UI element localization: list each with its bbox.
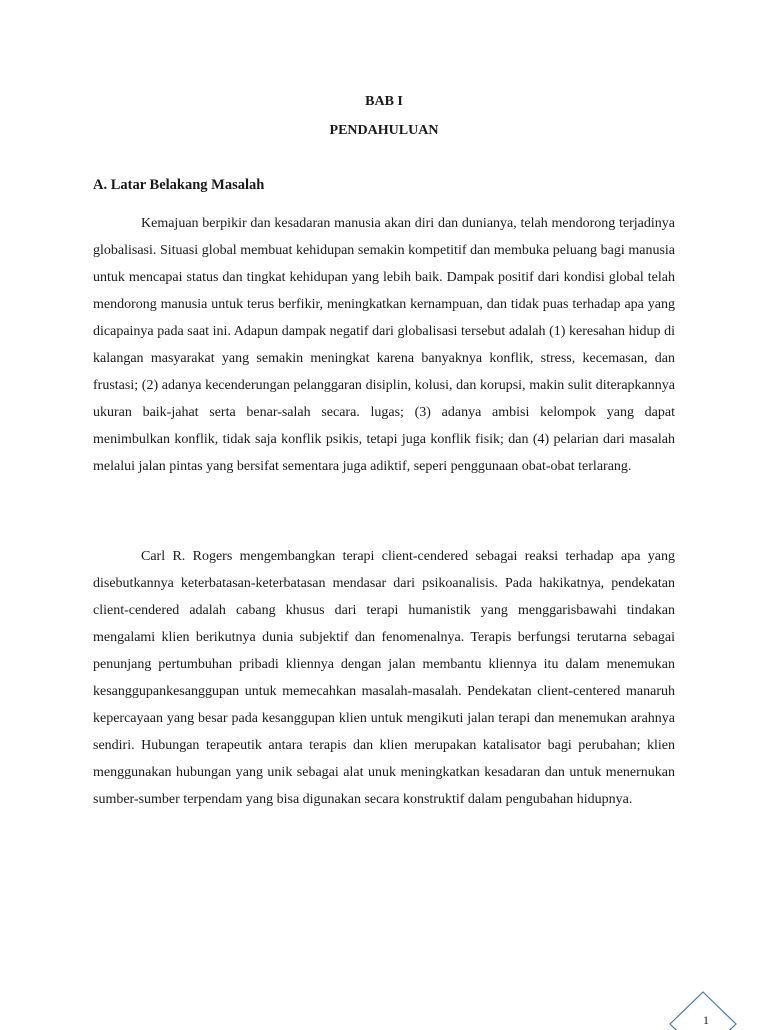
body-paragraph: Carl R. Rogers mengembangkan terapi client-cendered sebagai reaksi terhadap apa yang disebutkannya keterbatasan-keterbatasan mendasar dari psikoanalisis. Pada hakikatnya, pendekatan client-cendered adalah cabang khusus dari terapi humanistik yang menggarisbawahi tindakan mengalami klien berikutnya dunia subjektif dan fenomenalnya. Terapis berfungsi terutarna sebagai penunjang pertumbuhan pribadi kliennya dengan jalan membantu kliennya itu dalam menemukan kesanggupankesanggupan untuk memecahkan masalah-masalah. Pendekatan client-centered manaruh kepercayaan yang besar pada kesanggupan klien untuk mengikuti jalan terapi dan menemukan arahnya sendiri. Hubungan terapeutik antara terapis dan klien merupakan katalisator bagi perubahan; klien menggunakan hubungan yang unik sebagai alat unuk meningkatkan kesadaran dan untuk menernukan sumber-sumber terpendam yang bisa digunakan secara konstruktif dalam pengubahan hidupnya. [93,549,675,807]
chapter-title: PENDAHULUAN [329,123,439,138]
chapter-number: BAB I [365,94,403,109]
body-paragraph: Kemajuan berpikir dan kesadaran manusia akan diri dan dunianya, telah mendorong terjadinya globalisasi. Situasi global membuat kehidupan semakin kompetitif dan membuka peluang bagi manusia untuk mencapai status dan tingkat kehidupan yang lebih baik. Dampak positif dari kondisi global telah mendorong manusia untuk terus berfikir, meningkatkan kernampuan, dan tidak puas terhadap apa yang dicapainya pada saat ini. Adapun dampak negatif dari globalisasi tersebut adalah (1) keresahan hidup di kalangan masyarakat yang semakin meningkat karena banyaknya konflik, stress, kecemasan, dan frustasi; (2) adanya kecenderungan pelanggaran disiplin, kolusi, dan korupsi, makin sulit diterapkannya ukuran baik-jahat serta benar-salah secara. lugas; (3) adanya ambisi kelompok yang dapat menimbulkan konflik, tidak saja konflik psikis, tetapi juga konflik fisik; dan (4) pelarian dari masalah melalui jalan pintas yang bersifat sementara juga adiktif, seperi penggunaan obat-obat terlarang. [93,216,675,474]
section-heading: A. Latar Belakang Masalah [93,177,265,193]
page-number: 1 [703,1013,709,1027]
